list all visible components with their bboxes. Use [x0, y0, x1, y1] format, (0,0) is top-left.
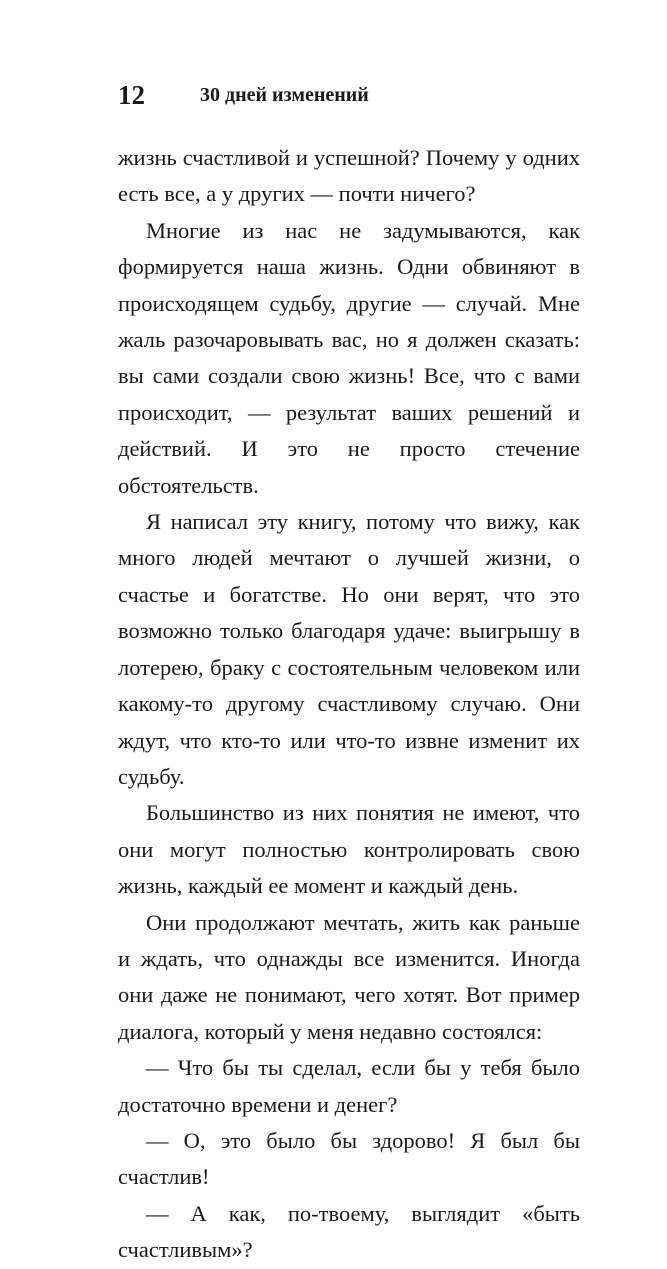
dialog-line: — А как, по-твоему, выглядит «быть счастливым»? — [118, 1200, 580, 1263]
paragraph: Многие из нас не задумываются, как формируется наша жизнь. Одни обвиняют в происходящем судьбу, другие — случай. Мне жаль разочаровывать вас, но я должен сказать: вы сами создали свою жизнь! Все, что с вами происходит, — результат ваших решений и действий. И это не просто стечение обстоятельств. — [118, 217, 580, 498]
page-header — [118, 78, 588, 112]
body-text — [118, 140, 580, 1269]
page-number: 12 — [118, 80, 145, 110]
paragraph: Они продолжают мечтать, жить как раньше и ждать, что однажды все изменится. Иногда они даже не понимают, чего хотят. Вот пример диалога, который у меня недавно состоялся: — [118, 909, 580, 1044]
dialog-line: — О, это было бы здорово! Я был бы счастлив! — [118, 1127, 580, 1190]
running-title: 30 дней изменений — [200, 84, 369, 106]
paragraph: Большинство из них понятия не имеют, что они могут полностью контролировать свою жизнь, каждый ее момент и каждый день. — [118, 800, 580, 899]
paragraph: Я написал эту книгу, потому что вижу, как много людей мечтают о лучшей жизни, о счастье и богатстве. Но они верят, что это возможно только благодаря удаче: выигрышу в лотерею, браку с состоятельным человеком или какому-то другому счастливому случаю. Они ждут, что кто-то или что-то извне изменит их судьбу. — [118, 509, 580, 789]
dialog-line: — Что бы ты сделал, если бы у тебя было достаточно времени и денег? — [118, 1055, 580, 1117]
paragraph: жизнь счастливой и успешной? Почему у одних есть все, а у других — почти ничего? — [118, 145, 580, 207]
